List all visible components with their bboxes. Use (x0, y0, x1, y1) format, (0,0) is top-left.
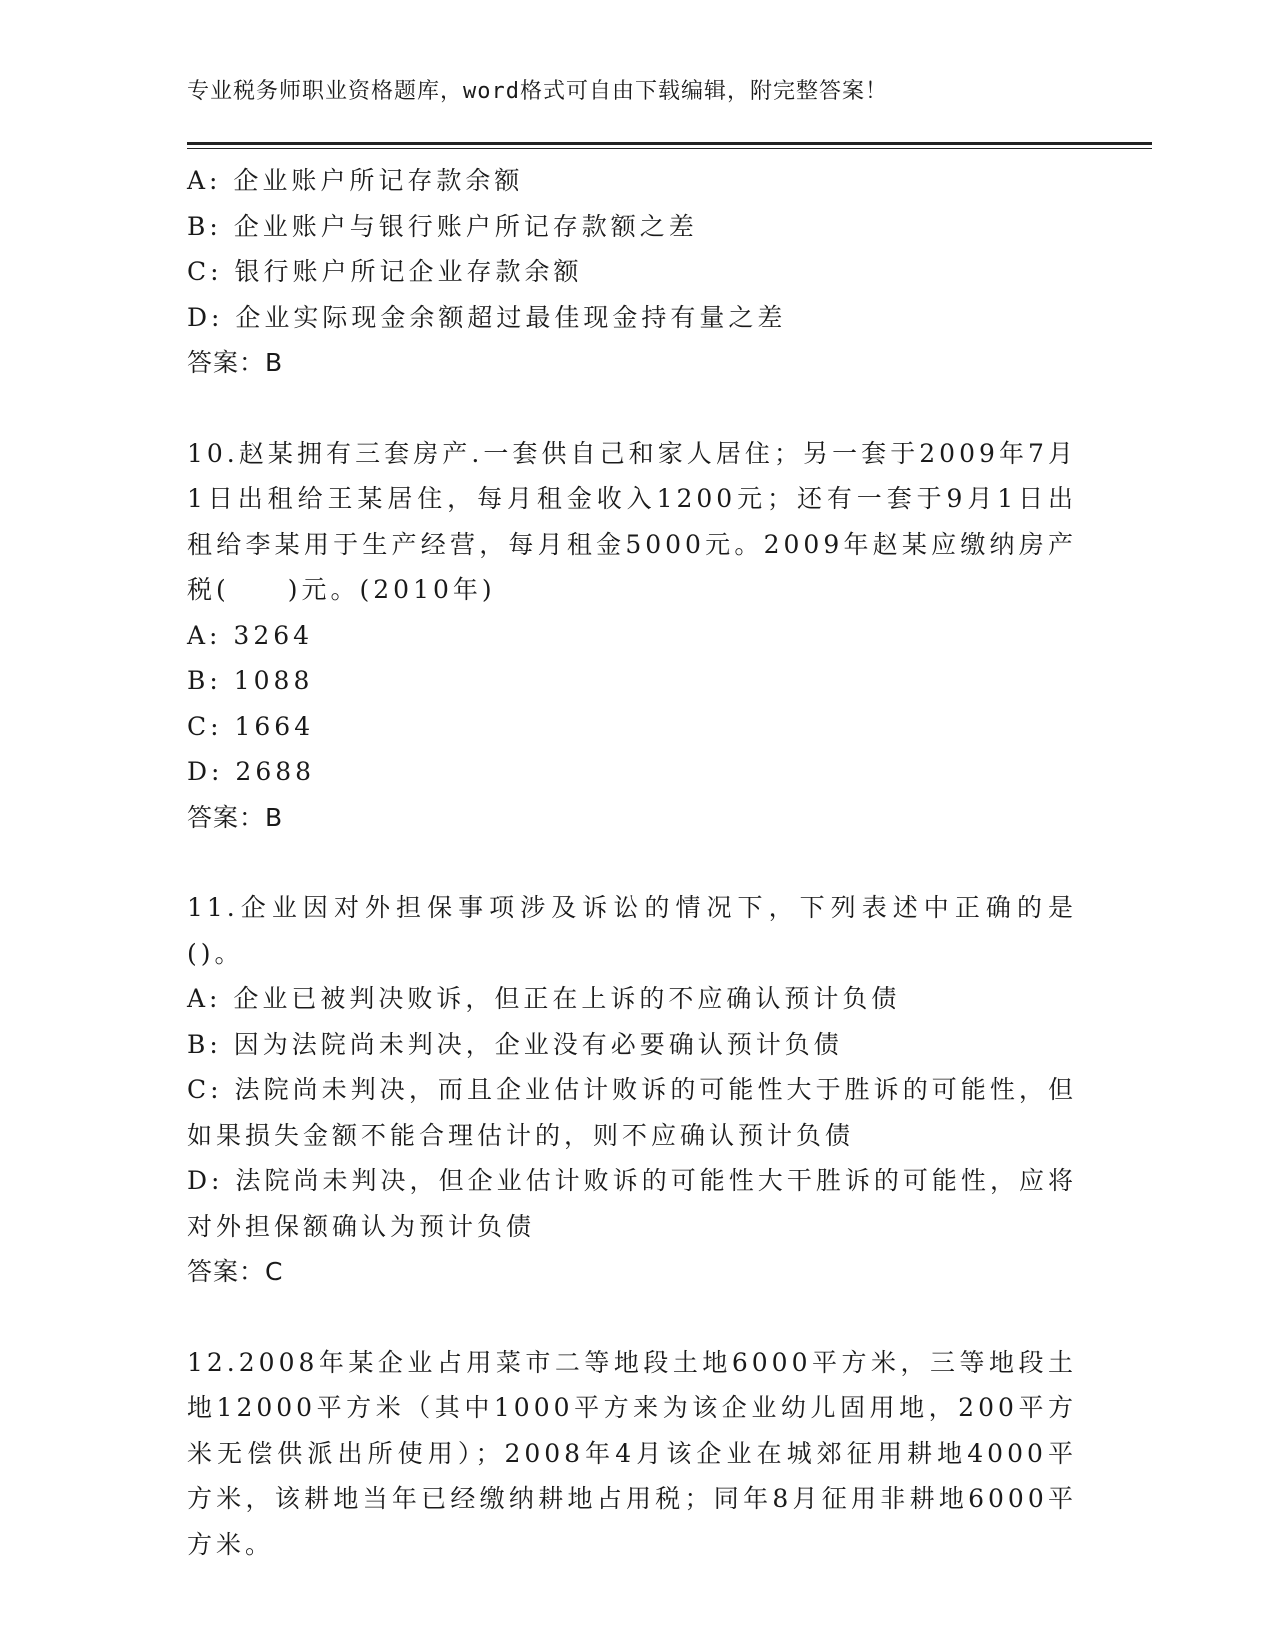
q12-question: 12.2008年某企业占用菜市二等地段土地6000平方米，三等地段土地12000平方米（其中1000平方来为该企业幼儿固用地，200平方米无偿供派出所使用）；2008年4月该企业在城郊征用耕地4000平方米，该耕地当年已经缴纳耕地占用税；同年8月征用非耕地6000平方米。 (187, 1347, 1078, 1559)
q10-answer: 答案：B (187, 802, 284, 832)
spacer (187, 386, 1077, 431)
header-rule-thick (187, 142, 1152, 145)
q9-option-d: D: 企业实际现金余额超过最佳现金持有量之差 (187, 302, 787, 332)
q9-option-a: A: 企业账户所记存款余额 (187, 166, 524, 195)
page-header: 专业税务师职业资格题库，word格式可自由下载编辑，附完整答案！ (187, 79, 888, 104)
q9-answer: 答案：B (187, 348, 284, 377)
question-12-block (187, 1340, 1077, 1568)
q11-option-a: A: 企业已被判决败诉，但正在上诉的不应确认预计负债 (187, 984, 901, 1013)
question-9-block (187, 158, 1077, 386)
q11-option-c: C: 法院尚未判决，而且企业估计败诉的可能性大于胜诉的可能性，但如果损失金额不能合理估计的，则不应确认预计负债 (187, 1075, 1077, 1150)
question-11-block (187, 885, 1077, 1295)
spacer (187, 840, 1077, 885)
q10-option-a: A: 3264 (187, 620, 314, 650)
q11-option-d: D: 法院尚未判决，但企业估计败诉的可能性大干胜诉的可能性，应将对外担保额确认为预计负债 (187, 1166, 1077, 1241)
q9-option-c: C: 银行账户所记企业存款余额 (187, 257, 583, 286)
q10-option-c: C: 1664 (187, 711, 315, 741)
q10-option-d: D: 2688 (187, 757, 316, 786)
header-rule-thin (187, 148, 1152, 149)
q10-option-b: B: 1088 (187, 666, 314, 695)
q9-option-b: B: 企业账户与银行账户所记存款额之差 (187, 211, 698, 241)
q11-option-b: B: 因为法院尚未判决，企业没有必要确认预计负债 (187, 1029, 843, 1059)
q10-question: 10.赵某拥有三套房产.一套供自己和家人居住；另一套于2009年7月1日出租给王某居住，每月租金收入1200元；还有一套于9月1日出租给李某用于生产经营，每月租金5000元。2009年赵某应缴纳房产税( )元。(2010年) (187, 438, 1077, 604)
q11-answer: 答案：C (187, 1257, 284, 1286)
question-10-block (187, 431, 1077, 841)
spacer (187, 1295, 1077, 1340)
q11-question: 11.企业因对外担保事项涉及诉讼的情况下，下列表述中正确的是()。 (187, 893, 1077, 968)
document-body (187, 158, 1077, 1567)
